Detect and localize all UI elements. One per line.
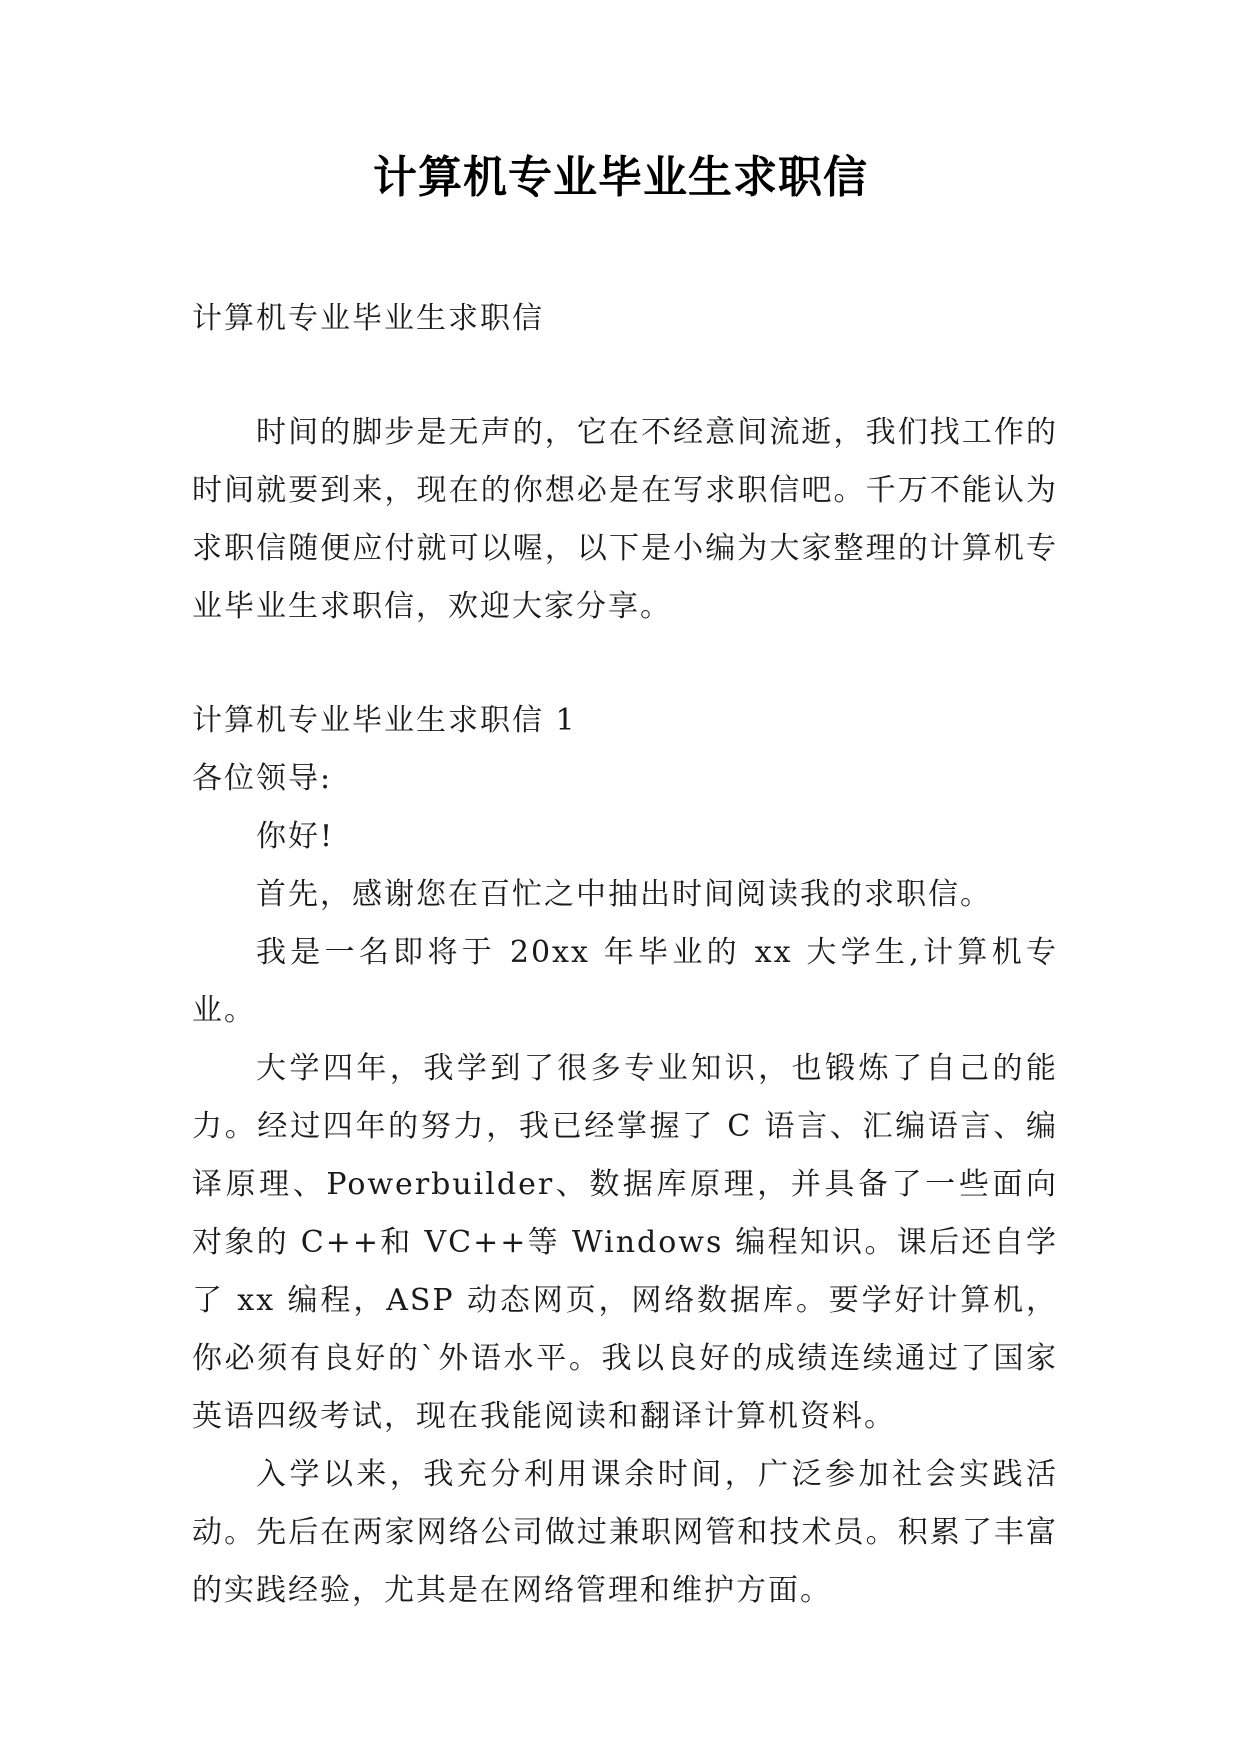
document-title: 计算机专业毕业生求职信 [373, 152, 868, 203]
body-paragraph: 入学以来，我充分利用课余时间，广泛参加社会实践活动。先后在两家网络公司做过兼职网管和技术员。积累了丰富的实践经验，尤其是在网络管理和维护方面。 [192, 1457, 1058, 1608]
body-paragraph: 大学四年，我学到了很多专业知识，也锻炼了自己的能力。经过四年的努力，我已经掌握了 C 语言、汇编语言、编译原理、Powerbuilder、数据库原理，并具备了一些面向对象的 C++和 VC++等 Windows 编程知识。课后还自学了 xx 编程，ASP 动态网页，网络数据库。要学好计算机，你必须有良好的`外语水平。我以良好的成绩连续通过了国家英语四级考试，现在我能阅读和翻译计算机资料。 [192, 1051, 1058, 1434]
intro-paragraph: 时间的脚步是无声的，它在不经意间流逝，我们找工作的时间就要到来，现在的你想必是在写求职信吧。千万不能认为求职信随便应付就可以喔，以下是小编为大家整理的计算机专业毕业生求职信，欢迎大家分享。 [192, 415, 1058, 624]
document-subtitle: 计算机专业毕业生求职信 [192, 301, 544, 336]
document-body [192, 290, 1058, 1620]
salutation: 各位领导: [192, 761, 333, 796]
body-paragraph: 我是一名即将于 20xx 年毕业的 xx 大学生,计算机专业。 [192, 935, 1058, 1028]
body-paragraph: 首先，感谢您在百忙之中抽出时间阅读我的求职信。 [256, 877, 992, 912]
section-heading: 计算机专业毕业生求职信 1 [192, 703, 577, 738]
greeting: 你好! [256, 819, 335, 854]
